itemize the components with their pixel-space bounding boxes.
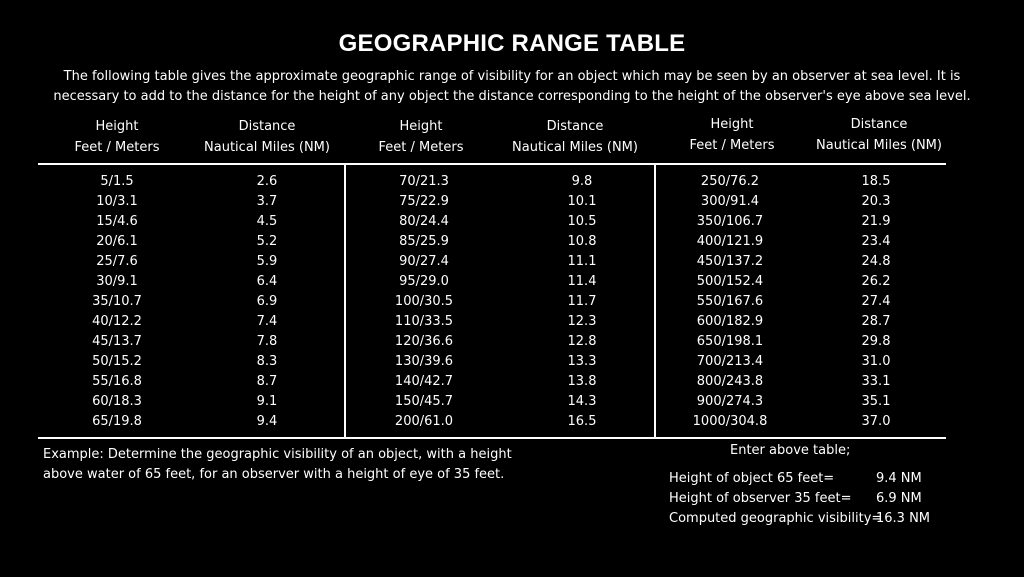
- distance-cell: 7.4: [256, 314, 278, 329]
- height-cell: 5/1.5: [100, 174, 134, 189]
- distance-cell: 13.3: [567, 354, 597, 369]
- distance-cell: 10.8: [567, 234, 597, 249]
- distance-cell: 10.5: [567, 214, 597, 229]
- height-cell: 150/45.7: [394, 394, 454, 409]
- header-height-label: Height: [399, 119, 443, 134]
- calculation-values: [876, 469, 930, 529]
- intro-text: [40, 67, 984, 107]
- distance-cell: 29.8: [861, 334, 891, 349]
- distance-cell: 5.9: [256, 254, 278, 269]
- header-height-3: [670, 114, 794, 156]
- distances-column-1: [192, 172, 342, 432]
- distance-cell: 9.4: [256, 414, 278, 429]
- header-distance-label: Distance: [238, 119, 296, 134]
- height-cell: 350/106.7: [696, 214, 764, 229]
- example-line-2: above water of 65 feet, for an observer with a height of eye of 35 feet.: [43, 467, 505, 482]
- distance-cell: 35.1: [861, 394, 891, 409]
- height-cell: 900/274.3: [696, 394, 764, 409]
- example-line-1: Example: Determine the geographic visibility of an object, with a height: [43, 447, 512, 462]
- header-height-label: Height: [710, 117, 754, 132]
- height-cell: 100/30.5: [394, 294, 454, 309]
- height-cell: 30/9.1: [96, 274, 138, 289]
- distance-cell: 27.4: [861, 294, 891, 309]
- height-cell: 650/198.1: [696, 334, 764, 349]
- height-cell: 400/121.9: [696, 234, 764, 249]
- height-cell: 120/36.6: [394, 334, 454, 349]
- height-cell: 75/22.9: [399, 194, 449, 209]
- height-cell: 55/16.8: [92, 374, 142, 389]
- height-cell: 700/213.4: [696, 354, 764, 369]
- distance-cell: 5.2: [256, 234, 278, 249]
- distance-cell: 9.8: [571, 174, 593, 189]
- height-cell: 140/42.7: [394, 374, 454, 389]
- distance-cell: 23.4: [861, 234, 891, 249]
- header-height-label: Height: [95, 119, 139, 134]
- intro-line-1: The following table gives the approximate geographic range of visibility for an object which may be seen by an observer at sea level. It is: [63, 69, 961, 84]
- distance-cell: 33.1: [861, 374, 891, 389]
- distances-column-2: [522, 172, 642, 432]
- heights-column-1: [58, 172, 176, 432]
- calculation-heading: Enter above table;: [730, 443, 851, 458]
- distance-cell: 8.3: [256, 354, 278, 369]
- distance-cell: 37.0: [861, 414, 891, 429]
- height-cell: 70/21.3: [399, 174, 449, 189]
- distance-cell: 26.2: [861, 274, 891, 289]
- height-cell: 110/33.5: [394, 314, 454, 329]
- intro-line-2: necessary to add to the distance for the height of any object the distance corresponding to the height of the observer's eye above sea level.: [53, 89, 971, 104]
- height-cell: 450/137.2: [696, 254, 764, 269]
- header-height-units: Feet / Meters: [689, 138, 775, 153]
- distance-cell: 4.5: [256, 214, 278, 229]
- calc-value-object: 9.4 NM: [876, 471, 922, 486]
- height-cell: 10/3.1: [96, 194, 138, 209]
- height-cell: 500/152.4: [696, 274, 764, 289]
- calc-value-observer: 6.9 NM: [876, 491, 922, 506]
- height-cell: 800/243.8: [696, 374, 764, 389]
- height-cell: 40/12.2: [92, 314, 142, 329]
- height-cell: 90/27.4: [399, 254, 449, 269]
- height-cell: 50/15.2: [92, 354, 142, 369]
- heights-column-2: [364, 172, 484, 432]
- distance-cell: 31.0: [861, 354, 891, 369]
- distance-cell: 20.3: [861, 194, 891, 209]
- calc-label-observer: Height of observer 35 feet=: [669, 491, 852, 506]
- distance-cell: 6.4: [256, 274, 278, 289]
- height-cell: 45/13.7: [92, 334, 142, 349]
- header-distance-3: [804, 114, 954, 156]
- distance-cell: 7.8: [256, 334, 278, 349]
- distance-cell: 8.7: [256, 374, 278, 389]
- height-cell: 65/19.8: [92, 414, 142, 429]
- distance-cell: 11.4: [567, 274, 597, 289]
- distance-cell: 18.5: [861, 174, 891, 189]
- header-distance-label: Distance: [546, 119, 604, 134]
- calc-label-object: Height of object 65 feet=: [669, 471, 835, 486]
- height-cell: 130/39.6: [394, 354, 454, 369]
- heights-column-3: [668, 172, 792, 432]
- height-cell: 35/10.7: [92, 294, 142, 309]
- calculation-labels: [669, 469, 882, 529]
- height-cell: 25/7.6: [96, 254, 138, 269]
- header-height-units: Feet / Meters: [378, 140, 464, 155]
- height-cell: 200/61.0: [394, 414, 454, 429]
- page-title: GEOGRAPHIC RANGE TABLE: [338, 30, 686, 57]
- height-cell: 20/6.1: [96, 234, 138, 249]
- height-cell: 250/76.2: [700, 174, 760, 189]
- height-cell: 1000/304.8: [692, 414, 768, 429]
- height-cell: 60/18.3: [92, 394, 142, 409]
- distance-cell: 13.8: [567, 374, 597, 389]
- distance-cell: 24.8: [861, 254, 891, 269]
- height-cell: 15/4.6: [96, 214, 138, 229]
- distance-cell: 9.1: [256, 394, 278, 409]
- header-distance-2: [500, 116, 650, 158]
- distance-cell: 28.7: [861, 314, 891, 329]
- footer-divider: [38, 437, 946, 439]
- height-cell: 550/167.6: [696, 294, 764, 309]
- header-distance-units: Nautical Miles (NM): [512, 140, 638, 155]
- example-text: [43, 445, 513, 485]
- distance-cell: 16.5: [567, 414, 597, 429]
- header-height-1: [58, 116, 176, 158]
- calc-value-computed: 16.3 NM: [876, 511, 931, 526]
- distance-cell: 12.8: [567, 334, 597, 349]
- header-distance-units: Nautical Miles (NM): [816, 138, 942, 153]
- distance-cell: 21.9: [861, 214, 891, 229]
- calc-label-computed: Computed geographic visibility=: [669, 511, 883, 526]
- distance-cell: 12.3: [567, 314, 597, 329]
- distance-cell: 2.6: [256, 174, 278, 189]
- header-height-units: Feet / Meters: [74, 140, 160, 155]
- distance-cell: 10.1: [567, 194, 597, 209]
- height-cell: 95/29.0: [399, 274, 449, 289]
- distances-column-3: [816, 172, 936, 432]
- distance-cell: 14.3: [567, 394, 597, 409]
- header-distance-units: Nautical Miles (NM): [204, 140, 330, 155]
- height-cell: 85/25.9: [399, 234, 449, 249]
- column-divider-1: [344, 164, 346, 438]
- height-cell: 300/91.4: [700, 194, 760, 209]
- header-divider: [38, 163, 946, 165]
- distance-cell: 11.7: [567, 294, 597, 309]
- height-cell: 600/182.9: [696, 314, 764, 329]
- header-height-2: [362, 116, 480, 158]
- distance-cell: 11.1: [567, 254, 597, 269]
- distance-cell: 6.9: [256, 294, 278, 309]
- column-divider-2: [654, 164, 656, 438]
- header-distance-1: [192, 116, 342, 158]
- header-distance-label: Distance: [850, 117, 908, 132]
- distance-cell: 3.7: [256, 194, 278, 209]
- height-cell: 80/24.4: [399, 214, 449, 229]
